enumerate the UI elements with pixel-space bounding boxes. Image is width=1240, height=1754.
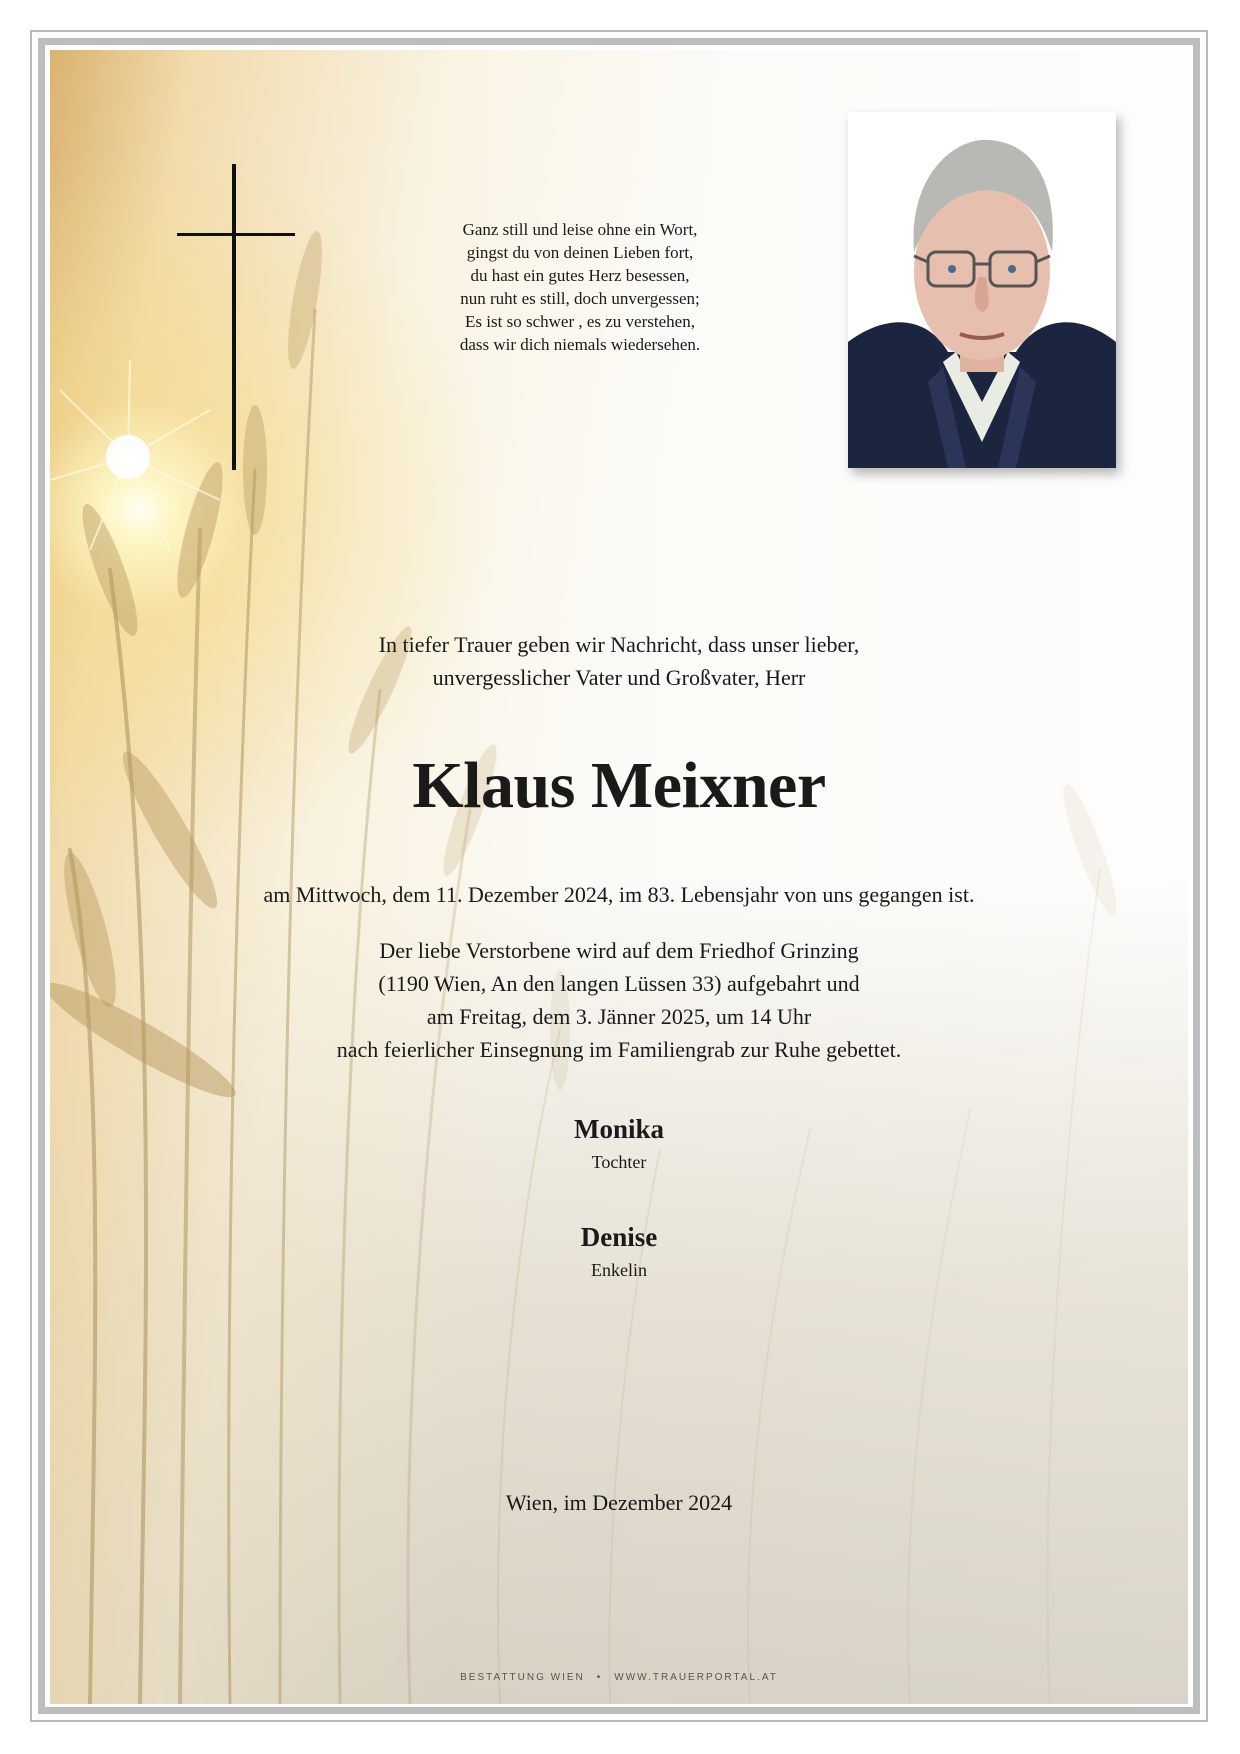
poem (430, 218, 730, 356)
mourner-name: Denise (580, 1222, 658, 1252)
poem-line: dass wir dich niemals wiedersehen. (459, 335, 701, 354)
obituary-panel (50, 50, 1188, 1704)
poem-line: nun ruht es still, doch unvergessen; (460, 289, 700, 308)
mourner-name: Monika (573, 1114, 665, 1144)
cross-icon (177, 164, 295, 470)
burial-details (50, 934, 1188, 1066)
intro-line: In tiefer Trauer geben wir Nachricht, dass unser lieber, (378, 632, 860, 657)
intro-line: unvergesslicher Vater und Großvater, Herr (432, 665, 806, 690)
footer-company: BESTATTUNG WIEN (460, 1672, 585, 1683)
footer-website-link[interactable]: WWW.TRAUERPORTAL.AT (614, 1672, 778, 1683)
poem-line: Ganz still und leise ohne ein Wort, (462, 220, 698, 239)
footer (50, 1672, 1188, 1683)
burial-line: Der liebe Verstorbene wird auf dem Friedhof Grinzing (379, 938, 859, 963)
mourner-role: Tochter (591, 1152, 647, 1172)
poem-line: Es ist so schwer , es zu verstehen, (465, 312, 695, 331)
burial-line: (1190 Wien, An den langen Lüssen 33) aufgebahrt und (378, 971, 860, 996)
burial-line: nach feierlicher Einsegnung im Familiengrab zur Ruhe gebettet. (336, 1037, 902, 1062)
sun-glow (106, 435, 150, 479)
intro-text (50, 628, 1188, 694)
portrait-photo (848, 112, 1116, 468)
footer-separator: • (596, 1672, 603, 1683)
deceased-name: Klaus Meixner (412, 749, 826, 822)
poem-line: du hast ein gutes Herz besessen, (470, 266, 690, 285)
mourner-role: Enkelin (591, 1260, 647, 1280)
place-date: Wien, im Dezember 2024 (505, 1490, 733, 1515)
burial-line: am Freitag, dem 3. Jänner 2025, um 14 Uhr (426, 1004, 812, 1029)
poem-line: gingst du von deinen Lieben fort, (466, 243, 694, 262)
death-notice: am Mittwoch, dem 11. Dezember 2024, im 83. Lebensjahr von uns gegangen ist. (263, 882, 975, 907)
